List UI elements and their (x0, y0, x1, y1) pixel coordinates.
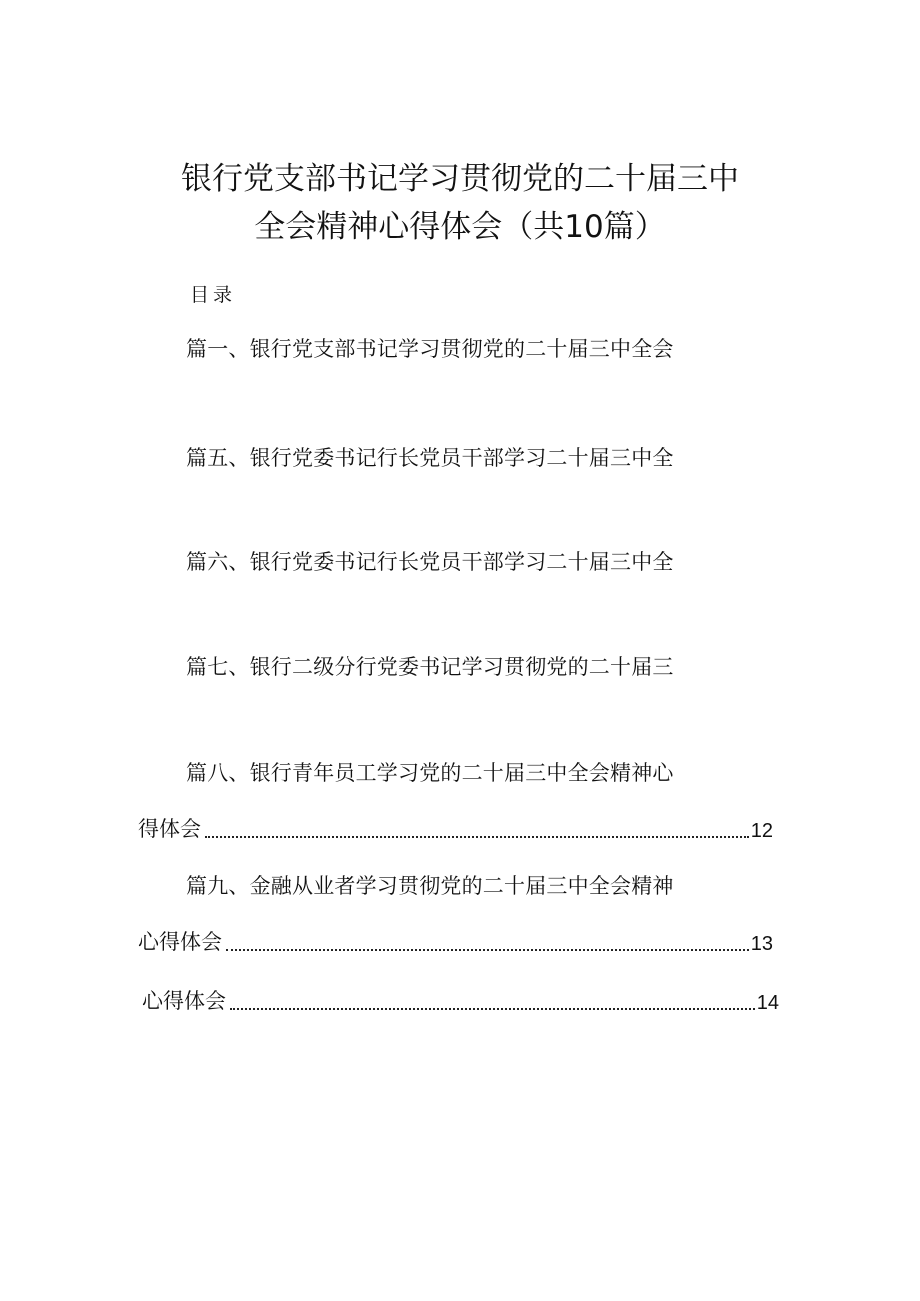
toc-page-number: 13 (750, 933, 773, 955)
document-title-line-1: 银行党支部书记学习贯彻党的二十届三中 (181, 161, 739, 197)
dot-leader (226, 948, 749, 951)
dot-leader (205, 835, 749, 838)
dot-leader (230, 1007, 755, 1010)
toc-entry-1[interactable]: 篇一、银行党支部书记学习贯彻党的二十届三中全会 (186, 337, 674, 361)
toc-entry-10-continuation[interactable] (142, 985, 779, 1015)
toc-entry-6[interactable]: 篇六、银行党委书记行长党员干部学习二十届三中全 (186, 550, 674, 574)
toc-entry-8-continuation[interactable] (138, 813, 773, 843)
toc-entry-5[interactable]: 篇五、银行党委书记行长党员干部学习二十届三中全 (186, 446, 674, 470)
toc-entry-7[interactable]: 篇七、银行二级分行党委书记学习贯彻党的二十届三 (186, 655, 674, 679)
document-title-line-2: 全会精神心得体会（共10篇） (254, 209, 666, 245)
toc-continuation-text: 心得体会 (142, 989, 226, 1013)
toc-entry-9[interactable]: 篇九、金融从业者学习贯彻党的二十届三中全会精神 (186, 874, 674, 898)
toc-entry-9-continuation[interactable] (138, 926, 773, 956)
toc-continuation-text: 得体会 (138, 817, 201, 841)
toc-entry-8[interactable]: 篇八、银行青年员工学习党的二十届三中全会精神心 (186, 761, 674, 785)
toc-page-number: 12 (750, 820, 773, 842)
toc-label: 目录 (190, 284, 237, 306)
toc-continuation-text: 心得体会 (138, 930, 222, 954)
toc-page-number: 14 (756, 992, 779, 1014)
